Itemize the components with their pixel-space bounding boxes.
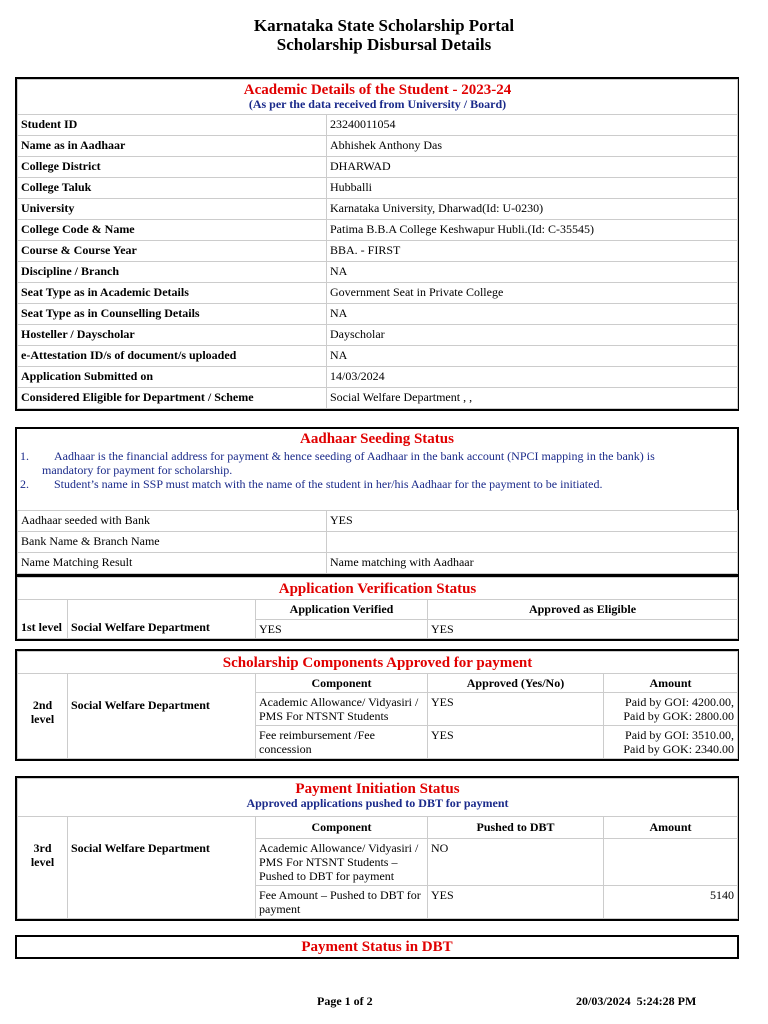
pushed-cell: YES [428,886,604,919]
department-name: Social Welfare Department [68,600,256,639]
table-row [18,115,738,136]
row-label: Student ID [18,115,327,136]
row-value: NA [327,262,738,283]
row-label: Discipline / Branch [18,262,327,283]
row-value [327,532,738,553]
table-row [18,346,738,367]
dbt-status-section [15,935,739,959]
table-row [18,220,738,241]
component-cell: Academic Allowance/ Vidyasiri / PMS For NTSNT Students [256,693,428,726]
payment-initiation-title: Payment Initiation Status [295,781,460,797]
row-value: Abhishek Anthony Das [327,136,738,157]
components-section-title: Scholarship Components Approved for payment [222,655,533,671]
row-value: Patima B.B.A College Keshwapur Hubli.(Id: C-35545) [327,220,738,241]
table-row [18,325,738,346]
academic-section-title: Academic Details of the Student - 2023-24 [243,82,512,98]
table-row [18,178,738,199]
row-label: Bank Name & Branch Name [18,532,327,553]
department-name: Social Welfare Department [68,674,256,759]
note-2: 2. Student’s name in SSP must match with the name of the student in her/his Aadhaar for the payment to be initiated. [20,477,603,491]
aadhaar-seeding-section [15,427,739,576]
row-value: Hubballi [327,178,738,199]
row-label: College Code & Name [18,220,327,241]
row-value: Social Welfare Department , , [327,388,738,409]
table-row [18,283,738,304]
amount-cell: 5140 [604,886,738,919]
row-label: Seat Type as in Counselling Details [18,304,327,325]
row-value: 23240011054 [327,115,738,136]
aadhaar-notes [17,447,737,493]
document-title: Scholarship Disbursal Details [276,35,492,54]
col-header-component: Component [256,817,428,839]
dbt-status-title: Payment Status in DBT [301,939,453,955]
table-row [18,388,738,409]
table-row [18,553,738,574]
note-1-cont: mandatory for payment for scholarship. [42,463,233,477]
amount-cell: Paid by GOI: 3510.00, Paid by GOK: 2340.00 [604,726,738,759]
col-header-component: Component [256,674,428,693]
payment-initiation-subtitle: Approved applications pushed to DBT for payment [246,796,509,810]
components-section [15,649,739,761]
level-label: 1st level [18,600,68,639]
portal-title: Karnataka State Scholarship Portal [253,16,515,35]
print-timestamp: 20/03/2024 5:24:28 PM [576,994,697,1008]
row-label: Course & Course Year [18,241,327,262]
row-label: University [18,199,327,220]
col-header-amount: Amount [604,817,738,839]
page-number: Page 1 of 2 [317,994,373,1008]
component-cell: Fee Amount – Pushed to DBT for payment [256,886,428,919]
table-row [18,511,738,532]
payment-initiation-table [17,778,738,919]
academic-details-section [15,77,739,411]
row-value: NA [327,346,738,367]
level-label: 2nd level [18,674,68,759]
row-value: Dayscholar [327,325,738,346]
verification-table [17,577,738,639]
academic-section-subtitle: (As per the data received from University / Board) [248,97,507,111]
table-row [18,367,738,388]
table-row [18,199,738,220]
row-label: Name as in Aadhaar [18,136,327,157]
row-label: Aadhaar seeded with Bank [18,511,327,532]
col-header-pushed: Pushed to DBT [428,817,604,839]
approved-cell: YES [428,693,604,726]
row-value: Karnataka University, Dharwad(Id: U-0230) [327,199,738,220]
table-row [18,304,738,325]
row-label: Name Matching Result [18,553,327,574]
row-value: NA [327,304,738,325]
col-header-approved: Approved (Yes/No) [428,674,604,693]
aadhaar-section-title: Aadhaar Seeding Status [300,431,454,447]
table-row [18,136,738,157]
row-value: Name matching with Aadhaar [327,553,738,574]
amount-cell: Paid by GOI: 4200.00, Paid by GOK: 2800.00 [604,693,738,726]
row-value: DHARWAD [327,157,738,178]
row-label: Seat Type as in Academic Details [18,283,327,304]
row-label: College District [18,157,327,178]
row-label: e-Attestation ID/s of document/s uploaded [18,346,327,367]
table-row [18,262,738,283]
department-name: Social Welfare Department [68,817,256,919]
table-row [18,532,738,553]
pushed-cell: NO [428,839,604,886]
verified-value: YES [256,620,428,639]
academic-details-table [17,79,738,409]
table-row [18,241,738,262]
note-1: 1. Aadhaar is the financial address for payment & hence seeding of Aadhaar in the bank account (NPCI mapping in the bank) is [20,449,655,463]
eligible-value: YES [428,620,738,639]
row-label: Hosteller / Dayscholar [18,325,327,346]
component-cell: Academic Allowance/ Vidyasiri / PMS For NTSNT Students – Pushed to DBT for payment [256,839,428,886]
row-label: Application Submitted on [18,367,327,388]
table-row [18,157,738,178]
col-header-verified: Application Verified [256,600,428,620]
approved-cell: YES [428,726,604,759]
verification-section [15,575,739,641]
row-value: 14/03/2024 [327,367,738,388]
row-value: Government Seat in Private College [327,283,738,304]
document-header [0,16,768,54]
component-cell: Fee reimbursement /Fee concession [256,726,428,759]
aadhaar-table [17,510,738,574]
col-header-eligible: Approved as Eligible [428,600,738,620]
components-table [17,651,738,759]
verification-section-title: Application Verification Status [278,581,477,597]
level-label: 3rd level [18,817,68,919]
row-value: YES [327,511,738,532]
payment-initiation-section [15,776,739,921]
row-label: College Taluk [18,178,327,199]
amount-cell [604,839,738,886]
col-header-amount: Amount [604,674,738,693]
row-label: Considered Eligible for Department / Scheme [18,388,327,409]
row-value: BBA. - FIRST [327,241,738,262]
